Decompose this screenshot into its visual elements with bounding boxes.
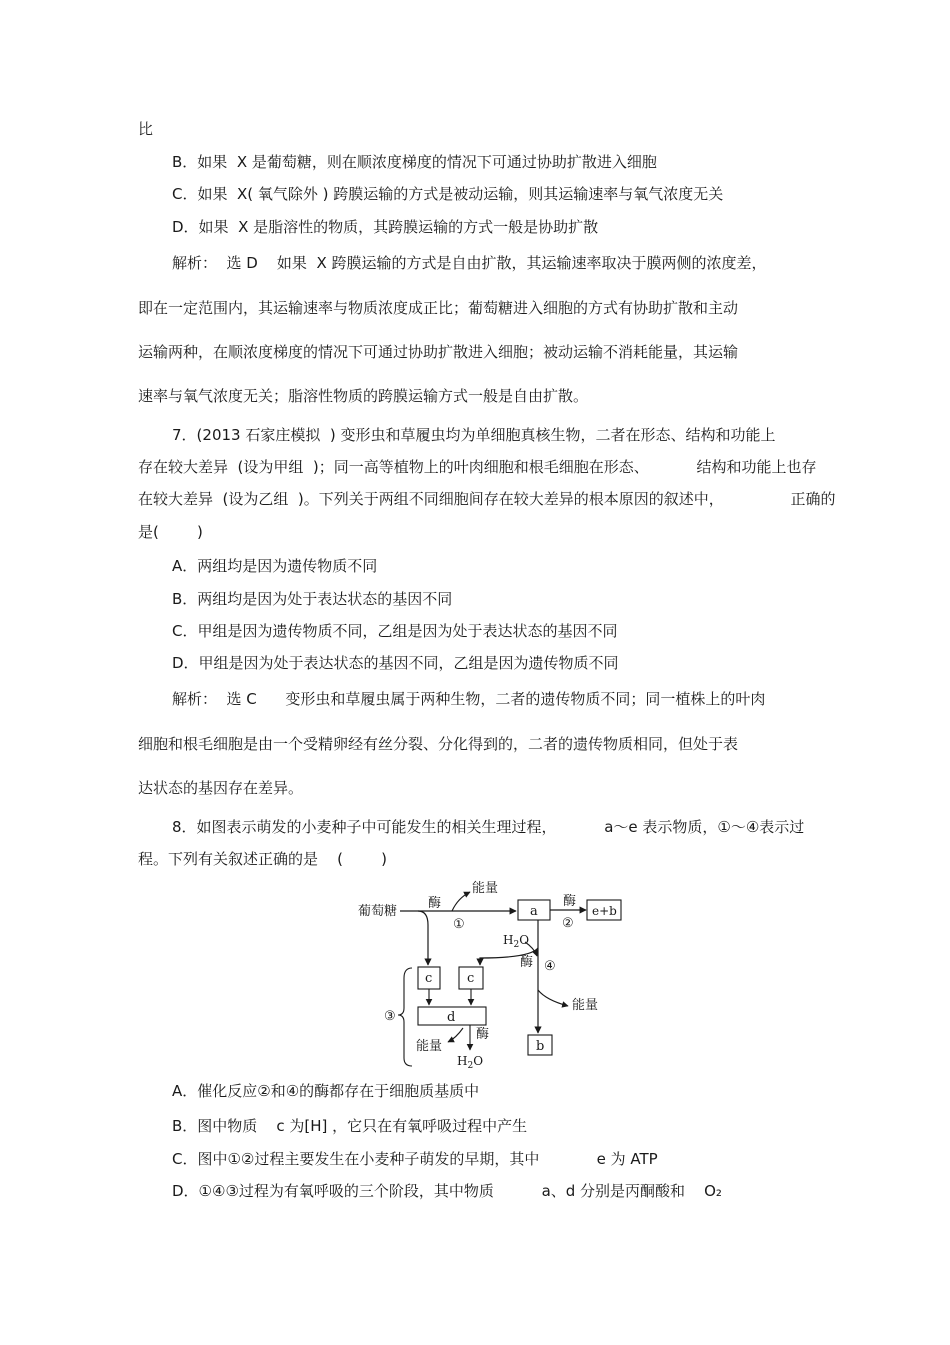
option-c-q7: C．甲组是因为遗传物质不同，乙组是因为处于表达状态的基因不同 bbox=[172, 622, 618, 640]
box-eb-label: e+b bbox=[592, 904, 617, 918]
step2-label: ② bbox=[562, 916, 574, 931]
step3-label: ③ bbox=[384, 1009, 396, 1024]
box-c-left-label: c bbox=[425, 971, 433, 986]
analysis-q6-line2: 即在一定范围内，其运输速率与物质浓度成正比；葡萄糖进入细胞的方式有协助扩散和主动 bbox=[138, 299, 739, 317]
step4-label: ④ bbox=[544, 959, 556, 974]
option-c-q6: C．如果 X( 氧气除外 ) 跨膜运输的方式是被动运输，则其运输速率与氧气浓度无关 bbox=[172, 185, 724, 203]
box-a-label: a bbox=[530, 904, 538, 919]
question-7-line3: 在较大差异 (设为乙组 )。下列关于两组不同细胞间存在较大差异的根本原因的叙述中， 正确的 bbox=[138, 490, 836, 508]
question-7-line2: 存在较大差异 (设为甲组 )；同一高等植物上的叶肉细胞和根毛细胞在形态、 结构和功能上也存 bbox=[138, 458, 817, 476]
water-label-2: $H_2O$ bbox=[457, 1054, 484, 1070]
glucose-label: 葡萄糖 bbox=[358, 904, 398, 919]
energy-label-4: 能量 bbox=[572, 998, 599, 1013]
analysis-q7-line2: 细胞和根毛细胞是由一个受精卵经有丝分裂、分化得到的，二者的遗传物质相同，但处于表 bbox=[138, 735, 739, 753]
option-b-q8: B．图中物质 c 为[H] ，它只在有氧呼吸过程中产生 bbox=[172, 1117, 528, 1135]
enzyme-label-3: 酶 bbox=[476, 1027, 490, 1042]
respiration-diagram bbox=[340, 870, 630, 1070]
analysis-q7-line3: 达状态的基因存在差异。 bbox=[138, 779, 304, 797]
analysis-q6-line4: 速率与氧气浓度无关；脂溶性物质的跨膜运输方式一般是自由扩散。 bbox=[138, 387, 589, 405]
option-c-q8: C．图中①②过程主要发生在小麦种子萌发的早期，其中 e 为 ATP bbox=[172, 1150, 658, 1168]
text-line-1: 比 bbox=[138, 120, 154, 138]
option-d-q8: D．①④③过程为有氧呼吸的三个阶段，其中物质 a、d 分别是丙酮酸和 O₂ bbox=[172, 1182, 722, 1200]
energy-label-3: 能量 bbox=[416, 1039, 443, 1054]
enzyme-label-4: 酶 bbox=[520, 955, 534, 970]
option-b-q6: B．如果 X 是葡萄糖，则在顺浓度梯度的情况下可通过协助扩散进入细胞 bbox=[172, 153, 657, 171]
option-b-q7: B．两组均是因为处于表达状态的基因不同 bbox=[172, 590, 453, 608]
step3-bracket bbox=[398, 968, 412, 1066]
option-d-q6: D．如果 X 是脂溶性的物质，其跨膜运输的方式一般是协助扩散 bbox=[172, 218, 599, 236]
energy-arrow-4 bbox=[538, 990, 568, 1006]
analysis-q6-line3: 运输两种，在顺浓度梯度的情况下可通过协助扩散进入细胞；被动运输不消耗能量，其运输 bbox=[138, 343, 739, 361]
enzyme-label-2: 酶 bbox=[563, 894, 577, 909]
energy-arrow-1 bbox=[452, 892, 470, 911]
option-d-q7: D．甲组是因为处于表达状态的基因不同，乙组是因为遗传物质不同 bbox=[172, 654, 619, 672]
water-label-1: $H_2O$ bbox=[503, 933, 530, 950]
option-a-q7: A．两组均是因为遗传物质不同 bbox=[172, 557, 378, 575]
box-d-label: d bbox=[447, 1010, 456, 1025]
enzyme-label-1: 酶 bbox=[428, 896, 442, 911]
energy-arrow-3 bbox=[448, 1028, 463, 1042]
energy-label-1: 能量 bbox=[472, 881, 499, 896]
question-7-line1: 7．(2013 石家庄模拟 ) 变形虫和草履虫均为单细胞真核生物，二者在形态、结构和功能上 bbox=[172, 426, 776, 444]
arrow-glucose-to-c bbox=[418, 911, 428, 965]
question-7-line4: 是( ) bbox=[138, 523, 203, 541]
step1-label: ① bbox=[453, 917, 465, 932]
box-b-label: b bbox=[536, 1039, 545, 1054]
box-c-right-label: c bbox=[467, 971, 475, 986]
option-a-q8: A．催化反应②和④的酶都存在于细胞质基质中 bbox=[172, 1082, 480, 1100]
analysis-q7-line1: 解析： 选 C 变形虫和草履虫属于两种生物，二者的遗传物质不同；同一植株上的叶肉 bbox=[172, 690, 766, 708]
analysis-q6-line1: 解析： 选 D 如果 X 跨膜运输的方式是自由扩散，其运输速率取决于膜两侧的浓度差， bbox=[172, 254, 767, 272]
question-8-line2: 程。下列有关叙述正确的是 ( ) bbox=[138, 850, 387, 868]
question-8-line1: 8．如图表示萌发的小麦种子中可能发生的相关生理过程， a～e 表示物质，①～④表示过 bbox=[172, 818, 805, 836]
